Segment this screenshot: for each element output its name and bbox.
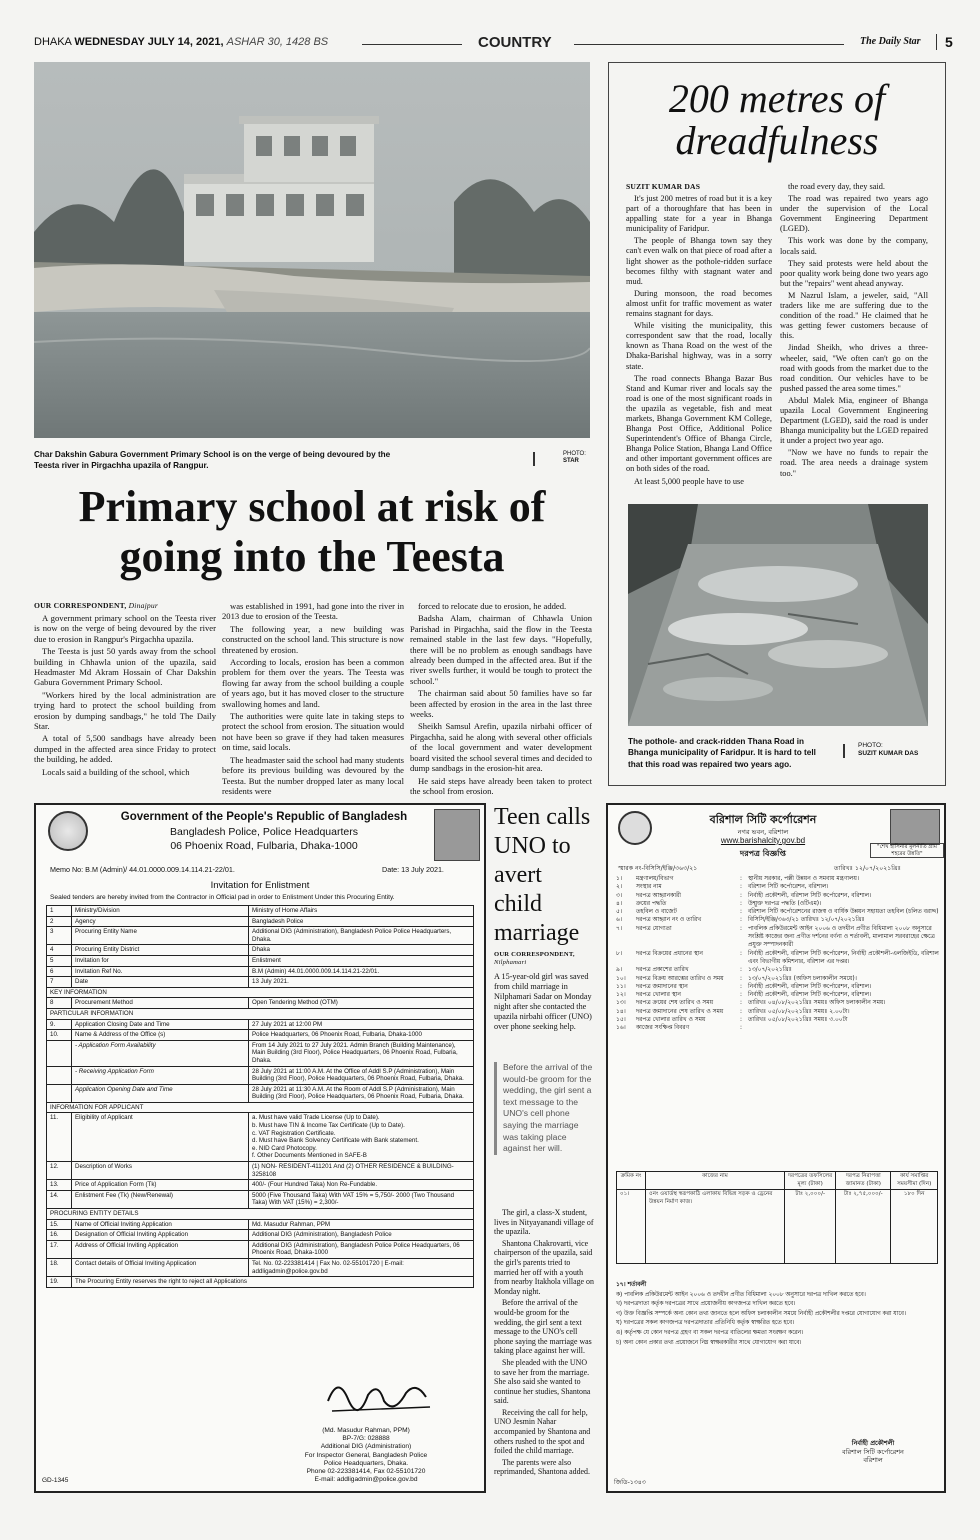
table-row: 19. The Procuring Entity reserves the right to reject all Applications xyxy=(47,1277,474,1288)
term-item: ঘ) দরপত্রের সকল কাগজপত্র দরপত্রদাতার প্রতিনিধি কর্তৃক স্বাক্ষরিত হতে হবে। xyxy=(616,1320,795,1327)
table-row: 15. Name of Official Inviting Application Md. Masudur Rahman, PPM xyxy=(47,1219,474,1230)
tender-code: GD-1345 xyxy=(42,1477,69,1484)
table-row: 3 Procuring Entity Name Additional DIG (Administration), Bangladesh Police Police Headquarters, Dhaka. xyxy=(47,927,474,945)
term-item: ক) পাবলিক প্রকিউরমেন্ট আইন ২০০৬ ও তদধীন প্রণীত বিধিমালা ২০০৮ অনুসারে দরপত্র দাখিল করতে হবে। xyxy=(616,1291,866,1298)
barishal-code: জিডি-১৩৪৩ xyxy=(614,1479,646,1486)
city-corporation-logo xyxy=(618,811,652,845)
list-item: ১০। দরপত্র বিক্রয় আরম্ভের তারিখ ও সময় : ১৩/০৭/২০২১খ্রিঃ (অফিস চলাকালীন সময়ে)। xyxy=(616,975,857,982)
road-headline xyxy=(608,78,946,162)
road-byline: SUZIT KUMAR DAS xyxy=(626,182,701,191)
eligibility-item: f. Other Documents Mentioned in SAFE-B xyxy=(252,1152,367,1160)
byline-role: OUR CORRESPONDENT, xyxy=(494,951,575,958)
list-item: ৫। তহবিল ও বাজেট : বরিশাল সিটি কর্পোরেশনের রাজস্ব ও বার্ষিক উন্নয়ন সহায়তা তহবিল (চলিত বরাদ্দ) xyxy=(616,909,939,916)
paragraph: According to locals, erosion has been a common problem for them over the years. The Teesta was flowing far away from the school building a couple of years ago, but it has moved closer to the structure swallowing homes and land. xyxy=(222,657,404,709)
photo-credit-label: PHOTO: xyxy=(858,742,883,749)
road-headline-line1: 200 metres of xyxy=(668,76,886,121)
paragraph: Locals said a building of the school, which xyxy=(42,766,190,777)
list-item: ৩। দরপত্র আহ্বানকারী : নির্বাহী প্রকৌশলী, বরিশাল সিটি কর্পোরেশন, বরিশাল। xyxy=(616,892,872,899)
terms-heading: ১৭। শর্তাবলী xyxy=(616,1282,647,1288)
header-bangla-date: ASHAR 30, 1428 BS xyxy=(226,36,329,48)
paragraph: Jindad Sheikh, who drives a three-wheeler, said, "We often can't go on the road with goods from the market due to the road condition. Our vehicles have to be pushed passed the area some times." xyxy=(780,343,928,393)
barishal-work-table xyxy=(616,1171,938,1264)
paragraph: It's just 200 metres of road but it is a key part of a thoroughfare that has been in appalling state for a year in Bhanga municipality of Faridpur. xyxy=(626,194,772,234)
term-item: খ) দরপত্রদাতা কর্তৃক দরপত্রের সাথে প্রয়োজনীয় কাগজপত্র দাখিল করতে হবে। xyxy=(616,1301,796,1308)
paragraph: A government primary school on the Teesta river is now on the verge of being devoured by the river due to erosion in Rangpur's Pirgachha upazila. xyxy=(34,613,216,644)
signature-mark xyxy=(322,1371,442,1423)
paragraph: The people of Bhanga town say they can't even walk on that piece of road after a light shower as the pothole-ridden surface becomes filthy with stagnant water and mud. xyxy=(626,236,772,286)
paragraph: While visiting the municipality, this correspondent saw that the road, locally known as Thana Road on the west of the Dhaka-Barishal highway, was in a sorry state. xyxy=(626,321,772,371)
caption-divider xyxy=(533,452,535,466)
barishal-date: তারিখঃ ১২/০৭/২০২১খ্রিঃ xyxy=(834,865,901,872)
photo-credit-label: PHOTO: xyxy=(563,451,586,457)
portrait-badge xyxy=(434,809,480,861)
paragraph: The following year, a new building was constructed on the school land. This structure is now threatened by erosion. xyxy=(222,623,404,655)
teesta-byline xyxy=(34,601,158,610)
eligibility-item: c. VAT Registration Certificate. xyxy=(252,1129,336,1137)
teen-pullquote: Before the arrival of the would-be groom for the wedding, the girl sent a text message to the UNO's cell phone saying the marriage was taking place against her will. xyxy=(494,1062,594,1155)
paragraph: At least 5,000 people have to use xyxy=(634,476,744,486)
table-row: 1 Ministry/Division Ministry of Home Affairs xyxy=(47,906,474,917)
table-row: 16. Designation of Official Inviting Application Additional DIG (Administration), Bangladesh Police xyxy=(47,1230,474,1241)
term-item: গ) উক্ত বিজ্ঞপ্তি সম্পর্কে অন্য কোন তথ্য জানতে হলে অফিস চলাকালীন সময়ে নির্বাহী প্রকৌশলীর দপ্তরে যোগাযোগ করা যাবে। xyxy=(616,1310,906,1317)
table-row: 7 Date 13 July 2021. xyxy=(47,977,474,988)
road-photo-credit xyxy=(858,742,918,757)
masthead-logo: The Daily Star xyxy=(860,36,921,47)
list-item: ১১। দরপত্র জমাদানের স্থান : নির্বাহী প্রকৌশলী, বরিশাল সিটি কর্পোরেশন, বরিশাল। xyxy=(616,983,872,990)
teen-byline xyxy=(494,951,594,967)
table-row: Application Opening Date and Time 28 July 2021 at 11:30 A.M. At the Room of Addl S.P (Administration), Main Building (3rd Floor), Police Headquarters, 06 Phoenix Road, Fulbaria, Dhaka. xyxy=(47,1084,474,1102)
tender-table xyxy=(46,905,474,1288)
list-item: ৭। দরপত্র যোগ্যতা : পাবলিক প্রকিউরমেন্ট আইন ২০০৬ ও তদধীন প্রণীত বিধিমালা ২০০৮ অনুসারে সংশ্লিষ্ট কাজের জন্য প্রণীত দর্শনের বর্ণনা ও শর্তাবলী, মালামাল সরবরাহের ক্ষেত্রে প্রযুক্ত সম্পাদনকারী xyxy=(616,925,935,949)
tender-heading: Invitation for Enlistment xyxy=(210,880,310,891)
road-potholes-illustration xyxy=(628,504,928,726)
byline-place: Nilphamari xyxy=(494,959,527,966)
tender-subtitle-2: 06 Phoenix Road, Fulbaria, Dhaka-1000 xyxy=(170,840,358,852)
list-item: ৮। দরপত্র বিক্রয়ের প্রধানের স্থান : নির্বাহী প্রকৌশলী, বরিশাল সিটি কর্পোরেশন, নির্বাহী প্রকৌশলী-এলজিইডি, বরিশাল এবং বিভাগীয় কমিশনার, বরিশাল এর দপ্তর। xyxy=(616,950,939,965)
table-row: 14. Enlistment Fee (Tk) (New/Renewal) 5000 (Five Thousand Taka) With VAT 15% = 5,750/- 2000 (Two Thousand Taka) With VAT (15%) = 2,300/- xyxy=(47,1190,474,1208)
table-row: 6 Invitation Ref No. B.M (Admin) 44.01.0000.009.14.114.21-22/01. xyxy=(47,966,474,977)
table-row: 2 Agency Bangladesh Police xyxy=(47,916,474,927)
paragraph: forced to relocate due to erosion, he added. xyxy=(418,601,567,611)
eligibility-item: b. Must have TIN & Income Tax Certificate (Up to Date). xyxy=(252,1122,405,1130)
paragraph: The chairman said about 50 families have so far been affected by erosion in the area in the last three weeks. xyxy=(410,688,592,720)
table-section: KEY INFORMATION xyxy=(47,987,474,998)
paragraph: He said steps have already been taken to protect the school from erosion. xyxy=(410,775,592,796)
table-row: 10. Name & Address of the Office (s) Police Headquarters, 06 Phoenix Road, Fulbaria, Dhaka-1000 xyxy=(47,1030,474,1041)
road-headline-line2: dreadfulness xyxy=(675,118,879,163)
barishal-signature: নির্বাহী প্রকৌশলী বরিশাল সিটি কর্পোরেশন বরিশাল xyxy=(842,1439,904,1465)
teen-headline: Teen calls UNO to avert child marriage xyxy=(494,804,591,946)
paragraph: This work was done by the company, locals said. xyxy=(780,236,928,256)
table-section: INFORMATION FOR APPLICANT xyxy=(47,1102,474,1113)
paragraph: Badsha Alam, chairman of Chhawla Union Parishad in Pirgachha, said the flow in the Teesta remained stable in the last few days. "Hopefully, there will be no problem as enough sandbags have already been dumped in the affected area. But if the river swells further, it would be tough to protect the school." xyxy=(410,613,592,686)
list-item: ১২। দরপত্র খোলার স্থান : নির্বাহী প্রকৌশলী, বরিশাল সিটি কর্পোরেশন, বরিশাল। xyxy=(616,992,872,999)
term-item: চ) অন্য কোন প্রকার তথ্য প্রয়োজনে নিম্ন স্বাক্ষরকারীর সাথে যোগাযোগ করা যাবে। xyxy=(616,1339,802,1346)
photo-credit-name: SUZIT KUMAR DAS xyxy=(858,749,919,757)
teen-intro: A 15-year-old girl was saved from child marriage in Nilphamari Sadar on Monday night after she contacted the upazila nirbahi officer (UNO) over phone seeking help. xyxy=(494,972,592,1031)
portrait-badge xyxy=(890,809,940,845)
paragraph: Shantona Chakrovarti, vice chairperson of the upazila, said the girl's parents tried to married her off with a youth from nearby Itakhola village on Monday night. xyxy=(494,1238,594,1296)
paragraph: The parents were also reprimanded, Shantona added. xyxy=(494,1457,590,1477)
barishal-tender-ad xyxy=(606,803,946,1493)
paragraph: The road connects Bhanga Bazar Bus Stand and Kumar river and locals say the road is one of the most significant roads in the upazila as vegetable, fish and meat markets, Bhanga Government KM College, Bhanga Post Office, Additional Police Superintendent's Office of Bhanga Circle, Bhanga Police Station, Bhanga Land Office and other important government offices are on both sides of the road. xyxy=(626,373,772,474)
paragraph: During monsoon, the road becomes almost unfit for traffic movement as water remains stagnant for days. xyxy=(626,288,772,319)
list-item: ১৫। দরপত্র খোলার তারিখ ও সময় : তারিখঃ ০৫/০৮/২০২১খ্রিঃ সময়ঃ ৩.০০টা xyxy=(616,1017,848,1024)
table-row: 12. Description of Works (1) NON- RESIDENT-411201 And (2) OTHER RESIDENCE & BUILDING-3258108 xyxy=(47,1162,474,1180)
barishal-info-list xyxy=(616,875,942,1033)
table-row: - Application Form Availability From 14 July 2021 to 27 July 2021. Admin Branch (Building Maintenance), Main Building (3rd Floor), Police Headquarters, 06 Phoenix Road, Fulbaria, Dhaka. xyxy=(47,1040,474,1066)
paragraph: the road every day, they said. xyxy=(788,182,885,191)
table-row: 18. Contact details of Official Inviting Application Tel. No. 02-223381414 | Fax No. 02-55101720 | E-mail: addligadmin@police.gov.bd xyxy=(47,1258,474,1276)
paragraph: The girl, a class-X student, lives in Nityayanandi village of the upazila. xyxy=(494,1208,594,1237)
government-emblem xyxy=(48,811,88,851)
list-item: ৬। দরপত্র আহ্বান নং ও তারিখ : বিসিসি/ইঞ্জি/৩৬৩/২১ তারিখঃ ১২/০৭/২০২১খ্রিঃ xyxy=(616,917,865,924)
school-photo-credit xyxy=(563,451,586,465)
table-row: - Receiving Application Form 28 July 2021 at 11:00 A.M. At the Office of Addl S.P (Administration), Main Building (3rd Floor), Police Headquarters, 06 Phoenix Road, Fulbaria, Dhaka. xyxy=(47,1066,474,1084)
table-row: ০১। ৫নং ওয়ার্ডস্থ স্বরূপকাঠি এলাকায় বিভিন্ন সড়ক ও ড্রেনের উন্নয়ন নির্মাণ কাজ। টাঃ ২,০০০/- টাঃ ২,৭৫,০০০/- ১৮০ দিন xyxy=(617,1190,938,1264)
paragraph: Before the arrival of the would-be groom for the wedding, the girl sent a text message to the UNO's cell phone saying the marriage was taking place against her will. xyxy=(494,1298,592,1356)
table-row: 13. Price of Application Form (Tk) 400/- (Four Hundred Taka) Non Re-Fundable. xyxy=(47,1180,474,1191)
eligibility-item: e. NID Card Photocopy. xyxy=(252,1144,317,1152)
byline-place: Dinajpur xyxy=(128,601,159,610)
barishal-terms xyxy=(616,1281,940,1348)
list-item: ২। সংস্থার নাম : বরিশাল সিটি কর্পোরেশন, বরিশাল। xyxy=(616,884,829,891)
eligibility-item: a. Must have valid Trade License (Up to Date). xyxy=(252,1114,380,1122)
table-row: 8 Procurement Method Open Tendering Method (OTM) xyxy=(47,998,474,1009)
caption-divider xyxy=(843,744,845,758)
header-date: WEDNESDAY JULY 14, 2021, xyxy=(74,36,224,48)
road-photo-caption: The pothole- and crack-ridden Thana Road in Bhanga municipality of Faridpur. It is hard to tell that this road was repaired two years ago. xyxy=(628,737,816,769)
tender-date: Date: 13 July 2021. xyxy=(382,865,444,874)
road-column-1 xyxy=(626,194,772,489)
road-column-2 xyxy=(780,182,928,481)
teen-body xyxy=(494,1208,594,1479)
page-number: 5 xyxy=(936,34,953,50)
school-erosion-photo xyxy=(34,62,590,438)
tender-signature-block: (Md. Masudur Rahman, PPM) BP-7/G: 028888 Additional DIG (Administration) For Inspector General, Bangladesh Police Police Headquarters, Dhaka. Phone 02-223381414, Fax 02-55101720 E-mail: addligadmin@police.gov.bd xyxy=(304,1427,428,1484)
road-photo xyxy=(628,504,928,726)
list-item: ৯। দরপত্র প্রকাশের তারিখ : ১৩/০৭/২০২১খ্রিঃ xyxy=(616,967,792,974)
school-photo-caption: Char Dakshin Gabura Government Primary School is on the verge of being devoured by the Teesta river in Pirgachha upazila of Rangpur. xyxy=(34,450,391,470)
teesta-column-3 xyxy=(410,601,592,798)
paragraph: Sheikh Samsul Arefin, upazila nirbahi officer of Pirgachha, said he along with several other officials of the local government and water development board visited the school several times and decided to dump sandbags in the erosion-hit area. xyxy=(410,721,592,774)
paragraph: The headmaster said the school had many students before its previous building was devoured by the Teesta. But the number dropped later as many local residents were xyxy=(222,754,404,796)
photo-credit-name: STAR xyxy=(563,458,579,464)
table-row: 5 Invitation for Enlistment xyxy=(47,955,474,966)
paragraph: The authorities were quite late in taking steps to protect the school from erosion. The situation would not have been so grave if they had taken measures on time, said locals. xyxy=(222,711,404,753)
paragraph: "Now we have no funds to repair the road. The area needs a drainage system too." xyxy=(780,448,928,478)
table-row: 4 Procuring Entity District Dhaka xyxy=(47,945,474,956)
barishal-slogan: "শেখ হাসিনার মূলনীতি গ্রাম শহরের উন্নতি" xyxy=(870,843,944,858)
paragraph: The road was repaired two years ago under the supervision of the Local Government Engineering Department (LGED). xyxy=(780,194,928,234)
paragraph: She pleaded with the UNO to save her from the marriage. She also said she wanted to continue her studies, Shantona said. xyxy=(494,1357,591,1406)
school-erosion-illustration xyxy=(34,62,590,438)
police-tender-ad xyxy=(34,803,486,1493)
paragraph: was established in 1991, had gone into the river in 2013 due to erosion of the Teesta. xyxy=(222,601,404,622)
paragraph: A total of 5,500 sandbags have already been dumped in the affected area since Friday to protect the building, he added. xyxy=(34,733,216,765)
paragraph: M Nazrul Islam, a jeweler, said, "All traders like me are suffering due to the condition of the road." He claimed that he was getting fewer customers because of this. xyxy=(780,290,928,341)
tender-title: Government of the People's Republic of Bangladesh xyxy=(120,811,408,823)
barishal-notice: দরপত্র বিজ্ঞপ্তি xyxy=(740,849,786,858)
barishal-title: বরিশাল সিটি কর্পোরেশন xyxy=(709,813,817,826)
table-row: 11. Eligibility of Applicant a. Must have valid Trade License (Up to Date). b. Must have TIN & Income Tax Certificate (Up to Date). c. VAT Registration Certificate. d. Must have Bank Solvency Certificate with Bank statement. e. NID Card Photocopy. f. Other Documents Mentioned in SAFE-B xyxy=(47,1113,474,1162)
header-city: DHAKA xyxy=(34,36,72,48)
header-rule-right xyxy=(574,44,844,45)
list-item: ১। মন্ত্রণালয়/বিভাগ : স্থানীয় সরকার, পল্লী উন্নয়ন ও সমবায় মন্ত্রণালয়। xyxy=(616,876,859,882)
table-row: 9. Application Closing Date and Time 27 July 2021 at 12:00 PM xyxy=(47,1019,474,1030)
table-section: PROCURING ENTITY DETAILS xyxy=(47,1209,474,1220)
list-item: ৪। ক্রয়ের পদ্ধতি : উন্মুক্ত দরপত্র পদ্ধতি (ওটিএম)। xyxy=(616,900,822,907)
tender-memo: Memo No: B.M (Admin)/ 44.01.0000.009.14.114.21-22/01. xyxy=(50,865,235,874)
table-section: PARTICULAR INFORMATION xyxy=(47,1008,474,1019)
tender-intro: Sealed tenders are hereby invited from the Contractor in Official pad in order to Enlistment Under this Procuring Entity. xyxy=(50,894,395,901)
table-header-row: ক্রমিক নং কাজের নাম দরপত্রের তফসিলের মূল্য (টাকা) দরপত্র নিরাপত্তা জামানত (টাকা) কার্য সমাপ্তির সময়সীমা (দিন) xyxy=(617,1172,938,1190)
paragraph: Receiving the call for help, UNO Jesmin Nahar accompanied by Shantona and others rushed to the spot and foiled the child marriage. xyxy=(494,1407,591,1456)
teesta-column-2 xyxy=(222,601,404,798)
paragraph: The Teesta is just 50 yards away from the school building in Chhawla union of the upazila, said Headmaster Md Akram Hossain of Char Dakshin Gabura Government Primary School. xyxy=(34,646,216,688)
section-name: COUNTRY xyxy=(478,34,552,51)
teesta-column-1 xyxy=(34,613,216,779)
barishal-sub: নগর ভবন, বরিশাল xyxy=(737,828,789,836)
tender-subtitle-1: Bangladesh Police, Police Headquarters xyxy=(170,826,358,838)
list-item: ১৬। কাজের সংক্ষিপ্ত বিবরণ : xyxy=(616,1025,742,1032)
page-header xyxy=(34,34,953,54)
paragraph: Abdul Malek Mia, engineer of Bhanga upazila Local Government Engineering Department (LGED), said the road is under Bhanga municipality but the LGED repaired it under a project two year ago. xyxy=(780,395,928,446)
teesta-headline: Primary school at risk of going into the Teesta xyxy=(78,482,546,581)
barishal-website: www.barishalcity.gov.bd xyxy=(720,836,806,845)
paragraph: They said protests were held about the poor quality work being done two years ago but the "repairs" went ahead anyway. xyxy=(780,258,928,288)
byline-role: OUR CORRESPONDENT, xyxy=(34,601,127,610)
list-item: ১৪। দরপত্র জমাদানের শেষ তারিখ ও সময় : তারিখঃ ০৫/০৮/২০২১খ্রিঃ সময়ঃ ২.০০টা। xyxy=(616,1008,850,1015)
paragraph: "Workers hired by the local administration are trying hard to protect the school building from erosion by dumping sandbags," he told The Daily Star. xyxy=(34,689,216,732)
table-row: 17. Address of Official Inviting Application Additional DIG (Administration), Bangladesh Police Police Headquarters, 06 Phoenix Road, Dhaka-1000 xyxy=(47,1240,474,1258)
eligibility-item: d. Must have Bank Solvency Certificate with Bank statement. xyxy=(252,1137,419,1145)
term-item: ঙ) কর্তৃপক্ষ যে কোন দরপত্র গ্রহণ বা সকল দরপত্র বাতিলের ক্ষমতা সংরক্ষণ করেন। xyxy=(616,1329,804,1336)
barishal-memo: স্মারক নং-বিসিসি/ইঞ্জি/৩৬৩/২১ xyxy=(618,865,698,872)
header-rule-left xyxy=(362,44,462,45)
list-item: ১৩। দরপত্র ক্রয়ের শেষ তারিখ ও সময় : তারিখঃ ০৪/০৮/২০২১খ্রিঃ সময়ঃ অফিস চলাকালীন সময়। xyxy=(616,1000,886,1007)
